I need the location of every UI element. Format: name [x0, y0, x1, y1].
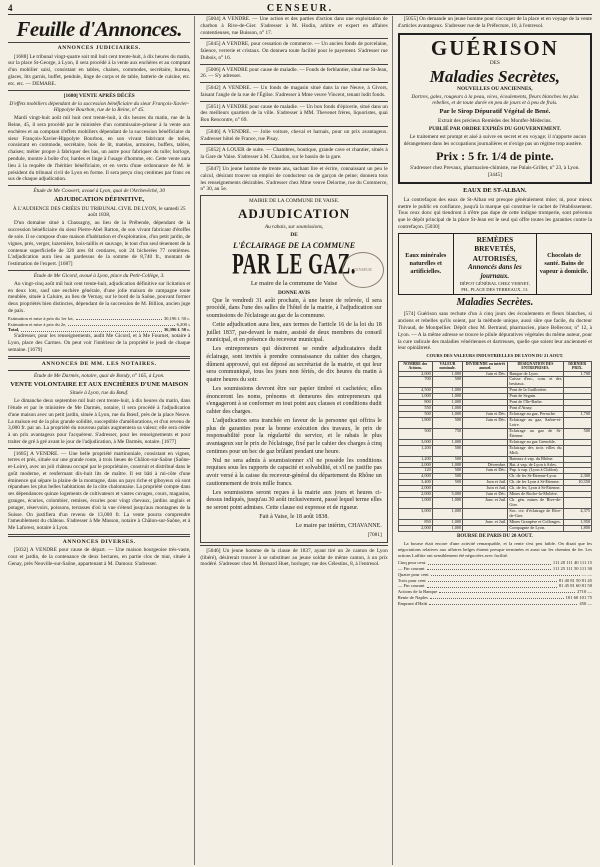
- table-cell: Éclairage au gaz, Saône-et-Loire.: [509, 417, 562, 427]
- table-cell: Pont de Seguin.: [508, 394, 563, 400]
- table-cell: [563, 498, 592, 509]
- table-cell: [463, 445, 508, 456]
- notice-1680-sub: D'effets mobiliers dépendant de la succession bénéficiaire du sieur François-Xavier-Hippolyte Bourbon, rue de la Reine, n° 45.: [9, 100, 189, 114]
- table-cell: Ch. gén. mines de Rive-de-Gier.: [509, 497, 562, 508]
- table-cell: 1,000: [432, 406, 462, 412]
- estimation-label: Total,: [8, 327, 20, 333]
- vente-3-body: Le dimanche deux septembre mil huit cent trente-huit, à dix heures du matin, dans l'étude et par le ministère de Me Darmès, notaire, il sera procédé à l'adjudication d'une maison avec un petit jardin, située à Lyon, rue du Bœuf, près de la place Neuve. La maison est de la plus grande solidité, susceptible d'améliorations, et d'un revenu de 3,000 fr. par an. La propriété du nouveau palais augmentera sa valeur; elle sera cédée à un prix avantageux pour l'acquéreur. S'adresser, pour les renseignements et pour traiter de gré à gré avant le jour de l'adjudication, à Me Darmès, notaire. [1677]: [8, 398, 191, 445]
- table-cell: 1,700: [563, 371, 592, 377]
- table-cell: Éclairage au gaz Grenoble.: [508, 439, 563, 445]
- eaux-body: La contrefaçon des eaux de St-Alban est presque généralement mise; ni, pour mieux mettre le public en confiance, jusqu'à la marque qui constitue le cachet de l'établissement. Tous ceux donc qui tiendront à n'être pas dupe de cette indigne tromperie, sont prévenus que le dépôt principal de la place St-Jean est le seul qui offre toutes les garanties contre la contrefaçon. [5030]: [397, 196, 593, 230]
- bourse-intro: La bourse était encore d'une activité remarquable, et la rente s'est peu faible. On disait que les négociations relatives aux affaires belges étaient presque terminées et aussi sur les chemins de fer. Les actions Laffitte ont sensiblement été négociées avec facilité.: [397, 541, 593, 559]
- table-cell: 550: [398, 406, 432, 412]
- bourse-label: Rente de Naples: [397, 594, 428, 600]
- column-1: [8, 16, 195, 865]
- censeur-stamp: CENSEUR: [342, 252, 384, 288]
- table-cell: [463, 509, 508, 520]
- table-cell: 500: [432, 480, 462, 486]
- table-row: [398, 498, 591, 509]
- table-cell: 1,950: [563, 519, 592, 525]
- column-2: [200, 16, 392, 865]
- bourse-label: — Fin courant: [397, 566, 425, 572]
- estimation-table: [8, 316, 190, 333]
- notice-5042: [5042] A VENDRE. — Un fonds de magasin situé dans la rue Neuve, à Givors, faisant l'angle de la rue de l'Église. S'adresser à Mme veuve Vincent, tenant lodit fonds.: [200, 85, 388, 98]
- table-cell: 3,000: [398, 509, 432, 520]
- notice-para-4: Les soumissions devront être sur papier timbré et cachetées; elles énonceront les noms, prénoms et demeures des entrepreneurs qui s'engageront à se conformer en tout point aux clauses et conditions dudit cahier des charges.: [206, 385, 382, 415]
- adjudication-2-after: S'adresser, pour les renseignements, audit Me Gicord, et à Me Fournet, notaire à Lyon, place des Carmes. On peut voir l'intérieur de la propriété le jeudi de chaque semaine. [1679]: [8, 333, 191, 353]
- notice-de: DE: [290, 231, 298, 238]
- table-cell: 1,800: [398, 418, 432, 429]
- table-cell: [463, 428, 508, 439]
- table-cell: Juin et Déc.: [463, 468, 508, 474]
- remedes-box: [398, 233, 592, 295]
- table-cell: Juin et Juil.: [463, 486, 508, 492]
- table-cell: 500: [432, 468, 462, 474]
- notice-5045: [5045] A VENDRE, pour cessation de commerce. — Un ancien fonds de porcelaine, faïence, verrerie et cristaux. On donnera toute facilité pour le payement. S'adresser rue Dubois, n° 16.: [200, 41, 388, 61]
- notice-donne-avis: DONNE AVIS: [277, 289, 311, 296]
- bourse-value: 111 25 111 50 111 30: [552, 566, 593, 572]
- guerison-prix: Prix : 5 fr. 1/4 de pinte.: [436, 149, 554, 164]
- guerison-sub: NOUVELLES OU ANCIENNES,: [457, 85, 533, 92]
- notice-para-2: Cette adjudication aura lieu, aux termes de l'article 16 de la loi du 18 juillet 1837, par-devant le maire, assisté de deux membres du conseil municipal, et en présence du receveur municipal.: [206, 322, 382, 344]
- bourse-value: 450 —: [579, 600, 593, 606]
- guerison-extrait: Extrait des précieux Remèdes des Montfer-Médecins.: [438, 118, 552, 125]
- guerison-depot: Par le Sirop Dépuratif Végétal de Bené.: [439, 108, 551, 116]
- table-cell: 4,000: [398, 474, 432, 480]
- feuille-title: Feuille d'Annonces.: [16, 17, 182, 41]
- notice-5055: [5055] On demande un jeune homme pour s'occuper de la place et en voyage de la vente d'articles avantageux. S'adresser rue de la Préfecture, 10, à l'entresol.: [397, 16, 593, 29]
- table-cell: 1,000: [432, 371, 462, 377]
- bourse-label: Cinq pour cent.: [397, 560, 427, 566]
- section-notaires: ANNONCES DE MM. LES NOTAIRES.: [41, 360, 157, 367]
- notice-1685: [1685] A VENDRE. — Une belle propriété martinoniale, consistant en vignes, terres et prés, située sur une grande route, à trois lieues de Châlon-sur-Saône (Saône-et-Loire), avec un joli château occupé par le propriétaire, construit et distribué dans le goût moderne, et renfermant dix-huit lits de maître. Il est bâti à mi-côte d'une éminence qui sépare la plaine de la montagne, dans un pays riche et giboyeux où sont répandues les plus belles habitations de la côte chalonnaise. La propriété compte dans ses dépendances quinze logements de cultivateurs et vastes cuvages, cours, magasins, granges, écuries, colombier, remises, écuries pour vingt chevaux, jardins anglais et potager, réservoirs, poissons, terrasses d'où la vue s'étend jusqu'aux montagnes de la Suisse. On justifiera d'un revenu de 13,000 fr. La vente pourra comprendre l'ameublement du château. S'adresser à Me Masson, notaire à Châlon-sur-Saône, et à Me Laforest, notaire à Lyon.: [8, 450, 191, 532]
- table-cell: 3,400: [398, 480, 432, 486]
- notice-1680-body: Mardi vingt-huit août mil huit cent trente-huit, à dix heures du matin, rue de la Reine, 45, il sera procédé par le ministère d'un commissaire-priseur à la vente aux enchères et au comptant d'effets mobiliers dépendant de la succession bénéficiaire du sieur François-Xavier-Hippolyte Bourbon, en son vivant fabricant de toiles, consistant en commode, secrétaire, bois de lit, matelas, armoires, buffets, tables, chaises; métier propre à fabriquer des bas, un autre pour fabriquer du tulle; horloge, pendule, montre à boîte d'or, hardes et linge à l'usage d'homme, etc. Cette vente aura lieu à la requête de l'héritier bénéficiaire, et en vertu d'une ordonnance de M. le président du tribunal civil de Lyon en forme. Il sera perçu cinq centimes par franc en sus de chaque adjudication.: [8, 115, 191, 183]
- bourse-label: — Fin courant: [397, 583, 425, 589]
- table-cell: 1,000: [432, 439, 462, 445]
- table-cell: 2,000: [398, 462, 432, 468]
- notice-adjudication-title: ADJUDICATION: [237, 206, 351, 222]
- notice-5032: [5032] A VENDRE pour cause de départ. — Une maison bourgeoise très-vaste, cour et jardin, de la contenance de deux hectares, en partie clos de mur, située à Genay, près Neuville-sur-Saône, appartenant à M. Damour. S'adresser.: [8, 547, 191, 567]
- table-cell: 500: [432, 377, 462, 388]
- notice-para-5: L'adjudication sera tranchée en faveur de la personne qui offrira le plus de garanties pour la bonne exécution des travaux, le prix de responsabilité pour la régularité du service, et le rabais le plus avantageux sur le prix de l'éclairage, fixé par le cahier des charges à cinq centimes pour un bec de gaz brûlant pendant une heure.: [206, 417, 382, 455]
- table-cell: Juin et Déc.: [463, 418, 508, 429]
- adjudication-1-sub: À L'AUDIENCE DES CRIÉES DU TRIBUNAL CIVIL DE LYON, le samedi 25 août 1838,: [12, 205, 186, 219]
- notice-mairie: MAIRIE DE LA COMMUNE DE VAISE.: [248, 198, 340, 205]
- bourse-value: — —: [581, 571, 593, 577]
- table-cell: Ch. de fer Lyon à St-Étienne.: [508, 480, 563, 486]
- table-cell: 4,375: [563, 509, 592, 520]
- table-cell: 5,000: [432, 492, 462, 498]
- table-cell: 700: [398, 377, 432, 388]
- table-cell: Ch. de fer St-Étienne-Lyon.: [508, 474, 563, 480]
- table-cell: 750: [432, 428, 462, 439]
- notice-eclairage: L'ÉCLAIRAGE DE LA COMMUNE: [233, 240, 356, 250]
- table-cell: Pont de la Guillotière.: [508, 388, 563, 394]
- table-cell: [563, 377, 592, 388]
- table-cell: Pont d'Ainay.: [508, 406, 563, 412]
- notice-5006: [5006] A VENDRE pour cause de maladie. — Fonds de ferblantier, situé rue St-Jean, 26. — S'y adresser.: [200, 66, 388, 80]
- notice-para-7: Les soumissions seront reçues à la mairie aux jours et heures ci-dessus indiqués, jusqu'au 30 août inclusivement, passé lequel terme elles ne seront point admises. Cette clause est expresse et de rigueur.: [206, 489, 382, 511]
- table-cell: 500: [432, 474, 462, 480]
- table-cell: 500: [398, 412, 432, 418]
- notice-para-3: Les entrepreneurs qui désireront se rendre adjudicataires dudit éclairage, sont invités à prendre connaissance du cahier des charges, dûment approuvé, qui est déposé au secrétariat de la mairie, et qui leur sera communiqué, tous les jours non fériés, de dix heures du matin à quatre heures du soir.: [206, 346, 382, 383]
- table-cell: Janv. et Juil.: [463, 519, 508, 525]
- notice-5052: [5052] A LOUER de suite. — Chambres, boutique, grande cave et chantier, situés à la Gare de Vaise. S'adresser à M. Chardon, sur le bassin de la gare.: [200, 147, 388, 161]
- vente-3-head: VENTE VOLONTAIRE ET AUX ENCHÈRES D'UNE MAISON: [10, 380, 189, 388]
- table-cell: 800: [398, 400, 432, 406]
- estimation-label: Estimation et mise à prix du 2e,: [8, 321, 67, 327]
- table-cell: Banque de Lyon.: [508, 371, 563, 377]
- notice-signature: Le maire par intérim, CHAVANNE.: [295, 522, 382, 529]
- table-cell: [563, 418, 592, 429]
- valeurs-table: [398, 361, 592, 532]
- bourse-list: [398, 560, 592, 606]
- table-cell: 1,000: [432, 498, 462, 509]
- table-cell: Compagnie de Lyon.: [508, 525, 563, 531]
- bourse-value: 2710 —: [577, 589, 593, 595]
- table-header: NOMBRE des Actions.: [398, 361, 432, 371]
- table-cell: 1,000: [432, 412, 462, 418]
- notice-5047: [5047] Un jeune homme de trente ans, sachant lire et écrire, connaissant un peu le calcul, désirant trouver un emploi de conducteur ou de garçon de peine; donnera tous les renseignements désirables. S'adresser chez Mme veuve Delorme, rue du Commerce, n° 30, au 5e.: [200, 166, 388, 193]
- table-cell: 500: [398, 428, 432, 439]
- table-cell: Éclairage au gaz, Perrache.: [508, 412, 563, 418]
- bourse-value: 101 60 101 75: [565, 594, 593, 600]
- table-header: VALEUR nominale.: [432, 361, 462, 371]
- estimation-label: Estimation et mise à prix du 1er lot,: [8, 316, 74, 321]
- table-cell: [463, 525, 508, 531]
- table-cell: 1,000: [432, 525, 462, 531]
- notice-5046b: [5046] Un jeune homme de la classe de 1837, ayant tiré un 2e canton de Lyon (libéré), désirerait trouver à se substituer au jeune soldat de même canton, à un prix modéré. S'adresser chez M. Bernard Huet, horloger, rue des Célestins, 8, à l'entresol.: [200, 547, 388, 568]
- remedes-annonces: Annoncés dans les journaux.: [468, 263, 522, 280]
- table-row: [398, 445, 591, 456]
- table-cell: Juin et Déc.: [463, 371, 508, 377]
- table-cell: Caisse d'esc., com. et des bestiaux.: [509, 376, 562, 387]
- section-diverses: ANNONCES DIVERSES.: [62, 538, 136, 545]
- notice-par-le-gaz: PAR LE GAZ.: [232, 248, 357, 282]
- table-cell: 1,700: [563, 412, 592, 418]
- etude-coswert: Étude de Me Coswert, avoué à Lyon, quai de l'Archevêché, 30: [33, 188, 165, 195]
- table-cell: 120: [398, 468, 432, 474]
- adjudication-2-body: Au vingt-cinq août mil huit cent trente-huit, adjudication définitive sur licitation et en deux lots, sauf une enchère générale, d'une jolie maison de campagne toute meublée, située à Caluire, au lieu de Vernay, sur le bord de la Saône, pouvant former deux propriétés bien distinctes, dépendant de la succession de M. Billion, ancien juge de paix.: [8, 280, 191, 314]
- bourse-label: Trois pour cent: [397, 577, 426, 583]
- table-row: [398, 418, 591, 429]
- bourse-title: BOURSE DE PARIS DU 20 AOUT.: [457, 533, 533, 539]
- section-judiciaires: ANNONCES JUDICIAIRES.: [57, 45, 141, 52]
- etude-gicord: Étude de Me Gicord, avoué à Lyon, place du Petit-Collège, 3.: [33, 272, 165, 279]
- notice-para-6: Nul ne sera admis à soumissionner s'il ne possède les conditions requises sous les rapports de capacité et solvabilité, et s'il ne justifie pas avoir versé à la caisse du receveur-général du département du Rhône un cautionnement de trois mille francs.: [206, 457, 382, 487]
- notice-para-1: Que le vendredi 31 août prochain, à une heure de relevée, il sera procédé, dans l'une des salles de l'hôtel de la mairie, à l'adjudication sur soumissions de l'éclairage au gaz de la commune.: [206, 297, 382, 320]
- table-cell: 500: [432, 418, 462, 429]
- table-cell: 4,500: [398, 388, 432, 394]
- notice-5051: [5051] A VENDRE pour cause de maladie. — Un bon fonds d'épicerie, situé dans un des meilleurs quartiers de la ville. S'adresser à MM. Thevenet frères, liquoristes, quai Bon Rencontre, n° 69.: [200, 103, 388, 124]
- table-cell: 1,000: [432, 388, 462, 394]
- notice-maire: Le maire de la commune de Vaise: [250, 280, 338, 288]
- notice-5046: [5046] A VENDRE. — Jolie voiture, cheval et harnais, pour un prix avantageux. S'adresser hôtel de France, rue Pisay.: [200, 128, 388, 142]
- vente-3-sub: Située à Lyon, rue du Bœuf.: [69, 390, 129, 397]
- table-cell: Éclairage au gaz de St-Étienne.: [509, 427, 562, 438]
- bourse-row: [398, 601, 592, 607]
- table-cell: 1,000: [432, 509, 462, 520]
- notice-adjudication-sub: Au rabais, sur soumissions,: [264, 223, 324, 230]
- guerison-addr: S'adresser chez Prevaux, pharmacien-chimiste, rue Palais-Grillet, n° 23, à Lyon. [3445]: [410, 165, 580, 179]
- table-cell: Mines de Roche-la-Molière.: [508, 492, 563, 498]
- remedes-left: Eaux minérales naturelles et artificielles.: [399, 234, 454, 294]
- table-cell: 2,000: [398, 492, 432, 498]
- adjudication-1-head: ADJUDICATION DÉFINITIVE,: [53, 196, 145, 204]
- table-cell: 2,300: [563, 474, 592, 480]
- table-header: DIVIDENDE ou intérêt annuel.: [463, 361, 508, 371]
- table-cell: 1,000: [432, 462, 462, 468]
- column-3: [398, 16, 592, 865]
- bourse-label: Emprunt d'Haïti: [397, 600, 428, 606]
- bourse-value: 111 20 111 40 111 15: [552, 560, 593, 566]
- table-cell: Mines Granpère et Collonges.: [508, 519, 563, 525]
- table-cell: 2,000: [398, 486, 432, 492]
- table-cell: 1,000: [432, 519, 462, 525]
- estimation-value: 30,196 f. 50 c.: [163, 316, 191, 321]
- notice-fait: Fait à Vaise, le 18 août 1838.: [259, 513, 329, 520]
- notice-5004: [5004] A VENDRE. — Une action et des parties d'action dans une exploitation de charbon à Rive-de-Gier. S'adresser à M. Hodin, arbitre et expert en affaires contentieuses, rue Buisson, n° 17.: [200, 16, 388, 36]
- table-cell: 2,000: [398, 525, 432, 531]
- table-row: [398, 525, 591, 531]
- table-cell: Janv. et Juil.: [463, 498, 508, 509]
- table-cell: Juin et Juil.: [463, 480, 508, 486]
- guerison-maladies: Maladies Secrètes,: [429, 66, 561, 86]
- guerison-ad: [398, 33, 592, 185]
- table-header: DERNIER PRIX.: [563, 361, 592, 371]
- remedes-title: REMÈDES BREVETÉS, AUTORISÉS,: [472, 234, 518, 263]
- guerison-body: Le traitement est prompt et aisé à suivre en secret et en voyage; il n'apporte aucun dérangement dans les occupations journalières et n'exige pas un régime trop austère.: [403, 134, 587, 148]
- table-row: [398, 377, 591, 388]
- guerison-title: GUÉRISON: [430, 35, 559, 60]
- table-cell: 500: [563, 428, 592, 439]
- table-cell: 1,000: [398, 394, 432, 400]
- guerison-public: PUBLIÉ PAR ORDRE EXPRÈS DU GOUVERNEMENT.: [428, 126, 561, 133]
- table-cell: 10,350: [563, 480, 592, 486]
- table-cell: 3,000: [398, 439, 432, 445]
- table-cell: Juin et Déc.: [463, 492, 508, 498]
- table-cell: Pont de l'Île-Barbe.: [508, 400, 563, 406]
- table-cell: 1,000: [432, 394, 462, 400]
- bourse-label: Quatre pour cent: [397, 571, 429, 577]
- table-cell: 850: [398, 519, 432, 525]
- table-cell: 1,000: [432, 400, 462, 406]
- notice-number: [7081]: [367, 531, 382, 538]
- table-title: COURS DES VALEURS INDUSTRIELLES DE LYON DU 21 AOUT.: [426, 353, 564, 359]
- table-cell: [463, 377, 508, 388]
- table-header: DÉSIGNATION DES ENTREPRISES.: [508, 361, 563, 371]
- table-cell: Bateaux à vap. du Rhône.: [508, 456, 563, 462]
- table-cell: Soc. civ. d'éclairage de Rive-de-Gier.: [509, 508, 562, 518]
- eaux-head: EAUX DE ST-ALBAN.: [463, 187, 527, 195]
- estimation-value: 6,200 »: [176, 321, 191, 327]
- guerison-des: DES: [489, 59, 500, 66]
- table-cell: 2,000: [398, 371, 432, 377]
- table-row: [398, 428, 591, 439]
- table-cell: Ch. de fer, Lyon à St-Étienne.: [508, 486, 563, 492]
- table-cell: Décembre.: [463, 462, 508, 468]
- table-cell: 500: [432, 456, 462, 462]
- newspaper-title: CENSEUR.: [266, 2, 334, 14]
- maladies-secretes-body: [574] Guérison sans rechute d'un à cinq jours des écoulements et fleurs blanches, si anciens et rebelles qu'ils soient, par la méthode unique, aussi sûre que facile, du docteur Thivaud, de Montpellier. Dépôt chez M. Bertrand, pharmacien, place Bellecour, n° 12, à Lyon. — A la même adresse se trouve le pilule dépuratives végétales du même auteur, pour la cure radicale des maladies vénériennes et dartreuses, quelle que soient leur ancienneté et leur opiniâtreté.: [397, 311, 593, 352]
- table-cell: Bat. à vap. de Lyon à Arles.: [508, 462, 563, 468]
- vaise-gas-notice: [200, 195, 387, 543]
- table-cell: 1,800: [563, 525, 592, 531]
- bourse-label: Actions de la Banque: [397, 589, 438, 595]
- estimation-value: 36,396 f. 50 c.: [163, 327, 191, 333]
- table-cell: Juin et Déc.: [463, 412, 508, 418]
- notice-1688: [1688] Le tribunal vingt-quatre soit mil huit cent trente-huit, à dix heures du matin, sur la place St-George, à Lyon, il sera procédé à la vente aux enchères et au comptant d'un mobilier saisi, consistant en tables, chaises, commodes, secrétaire, bureau, glaces, lits garnis, buffet, pendule, linge de corps et de table, batterie de cuisine, etc. etc. etc. — DEMARE.: [8, 53, 191, 87]
- etude-darmes: Étude de Me Darmès, notaire, quai de Bondy, n° 165, à Lyon.: [33, 372, 165, 379]
- table-cell: Pap. à vap. (Lyon à Châlon).: [508, 468, 563, 474]
- remedes-depot: DÉPOT GÉNÉRAL CHEZ VERNET, PH., PLACE DES TERREAUX, 13.: [459, 280, 530, 292]
- bourse-value: 81 45 81 60 81 50: [558, 583, 593, 589]
- bourse-value: 81 40 81 50 81 45: [558, 577, 593, 583]
- remedes-center: [454, 234, 537, 294]
- table-cell: 500: [432, 445, 462, 456]
- masthead: [8, 2, 592, 15]
- table-cell: 1,200: [398, 445, 432, 456]
- guerison-desc: Dartres, gales, rougeurs à la peau, vices, écoulements, fleurs blanches les plus rebelles, et de toute durée en peu de jours et à peu de frais.: [411, 93, 579, 107]
- maladies-secretes-head: Maladies Secrètes.: [456, 296, 534, 308]
- page-number: 4: [8, 3, 13, 13]
- remedes-right: Chocolats de santé. Bains de vapeur à domicile.: [539, 251, 589, 275]
- table-row: [398, 509, 591, 520]
- table-cell: 1,200: [398, 456, 432, 462]
- table-cell: 1,000: [398, 498, 432, 509]
- notice-1680-head: [1680] VENTE APRÈS DÉCÈS: [63, 92, 135, 99]
- table-cell: [563, 445, 592, 456]
- adjudication-1-body: D'un domaine situé à Chassagny, au lieu de la Prébende, dépendant de la succession bénéficiaire du sieur Pierre-Abel Ratton, de son vivant fabricant d'étoffes de soie. Il se compose d'une maison d'habitation et d'exploitation, d'un petit jardin, de vignes, prés, verger, luzernière, bois-taillis et sauvage, le tout d'un seul tènement de la contenue superficielle de 320 ares 84 centiares, soit 24 bicherées 77 centièmes. L'adjudication aura lieu au pardessus de la somme de 8,740 fr., montant de l'estimation de l'expert. [1687]: [8, 220, 191, 268]
- table-cell: Éclairage des trois villes du Midi.: [509, 444, 562, 455]
